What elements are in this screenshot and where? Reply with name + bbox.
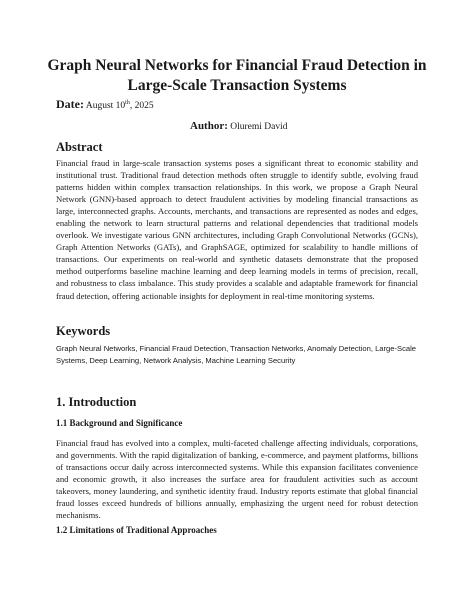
date-value-sup: th	[125, 100, 130, 106]
section-1-heading: 1. Introduction	[56, 395, 137, 409]
section-1-1-text: Financial fraud has evolved into a complex, multi-faceted challenge affecting individuals, corporations, and governments. With the rapid digitalization of banking, e-commerce, and payment platforms, billions of transactions occur daily across interconnected systems. While this expansion facilitates convenience and economic growth, it also increases the surface area for fraudulent activities such as account takeovers, money laundering, and synthetic identity fraud. Industry reports estimate that global financial fraud losses exceed hundreds of billions annually, emphasizing the urgent need for robust detection mechanisms.	[56, 438, 418, 521]
author-line	[190, 119, 288, 134]
date-value	[86, 101, 154, 111]
section-1-2-heading: 1.2 Limitations of Traditional Approaches	[56, 525, 217, 535]
section-1-1-heading: 1.1 Background and Significance	[56, 418, 183, 428]
date-line	[56, 96, 154, 113]
author-label: Author:	[190, 120, 228, 132]
date-label: Date:	[56, 97, 84, 112]
date-value-prefix: August 10	[85, 101, 126, 112]
abstract-heading: Abstract	[56, 140, 103, 154]
keywords-text: Graph Neural Networks, Financial Fraud Detection, Transaction Networks, Anomaly Detection, Large-Scale Systems, Deep Learning, Network Analysis, Machine Learning Security	[56, 344, 417, 365]
author-name: Oluremi David	[230, 122, 288, 132]
abstract-text: Financial fraud in large-scale transaction systems poses a significant threat to economic stability and institutional trust. Traditional fraud detection methods often struggle to identify subtle, evolving fraud patterns hidden within complex transaction relationships. In this work, we propose a Graph Neural Network (GNN)-based approach to detect fraudulent activities by modeling financial transactions as large, interconnected graphs. Accounts, merchants, and transactions are represented as nodes and edges, enabling the network to learn structural patterns and relational dependencies that traditional models overlook. We investigate various GNN architectures, including Graph Convolutional Networks (GCNs), Graph Attention Networks (GATs), and GraphSAGE, optimized for scalability to handle millions of transactions. Our experiments on real-world and synthetic datasets demonstrate that the proposed method outperforms baseline machine learning and deep learning models in terms of precision, recall, and robustness to class imbalance. This study provides a scalable and adaptable framework for financial fraud detection, offering actionable insights for deployment in real-time monitoring systems.	[56, 158, 418, 301]
paper-title: Graph Neural Networks for Financial Fraud Detection in Large-Scale Transaction Systems	[47, 57, 427, 94]
keywords-heading: Keywords	[56, 324, 111, 338]
date-value-suffix: , 2025	[129, 101, 154, 112]
